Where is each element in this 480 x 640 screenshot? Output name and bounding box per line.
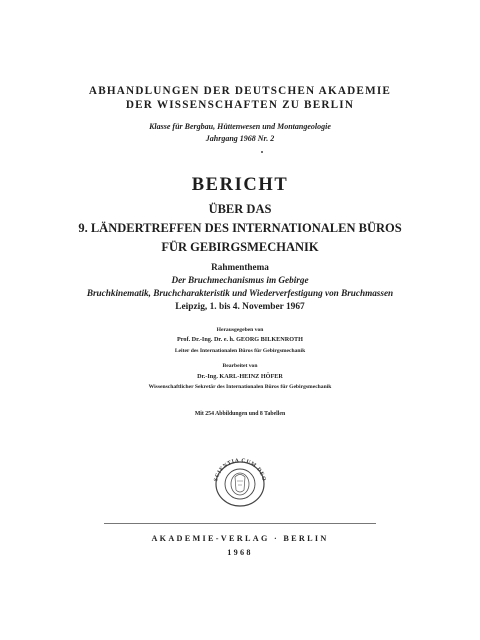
editor-label: Herausgegeben von xyxy=(216,327,264,333)
svg-text:SCIENTIA CUM DEO xyxy=(213,458,266,482)
series-title-line-2: DER WISSENSCHAFTEN ZU BERLIN xyxy=(125,99,355,111)
academy-seal-emblem-icon xyxy=(205,455,275,509)
class-subtitle: Klasse für Bergbau, Hüttenwesen und Montangeologie xyxy=(149,122,331,131)
framework-theme-line-1: Der Bruchmechanismus im Gebirge xyxy=(171,275,309,285)
framework-theme-label: Rahmenthema xyxy=(211,262,269,272)
illustrations-note: Mit 254 Abbildungen und 8 Tabellen xyxy=(194,411,286,417)
emblem-motto: SCIENTIA CUM DEO xyxy=(213,457,267,483)
volume-number: Jahrgang 1968 Nr. 2 xyxy=(205,134,275,143)
place-and-date: Leipzig, 1. bis 4. November 1967 xyxy=(175,302,305,312)
compiler-label: Bearbeitet von xyxy=(222,363,258,369)
compiler-role: Wissenschaftlicher Sekretär des Internationalen Büros für Gebirgsmechanik xyxy=(148,384,332,390)
title-line-4: FÜR GEBIRGSMECHANIK xyxy=(161,240,319,254)
editor-name: Prof. Dr.-Ing. Dr. e. h. GEORG BILKENROTH xyxy=(177,336,303,343)
title-line-3: 9. LÄNDERTREFFEN DES INTERNATIONALEN BÜROS xyxy=(78,221,402,235)
publication-year: 1968 xyxy=(227,548,253,557)
editor-role: Leiter des Internationalen Büros für Gebirgsmechanik xyxy=(174,348,306,354)
publisher: AKADEMIE-VERLAG · BERLIN xyxy=(151,534,329,543)
horizontal-rule xyxy=(104,523,376,524)
main-title: BERICHT xyxy=(191,175,289,195)
series-title-line-1: ABHANDLUNGEN DER DEUTSCHEN AKADEMIE xyxy=(88,85,392,97)
compiler-name: Dr.-Ing. KARL-HEINZ HÖFER xyxy=(197,373,283,380)
title-line-2: ÜBER DAS xyxy=(208,202,272,216)
framework-theme-line-2: Bruchkinematik, Bruchcharakteristik und Wiederverfestigung von Bruchmassen xyxy=(86,288,394,298)
ornament-dot xyxy=(261,151,263,153)
